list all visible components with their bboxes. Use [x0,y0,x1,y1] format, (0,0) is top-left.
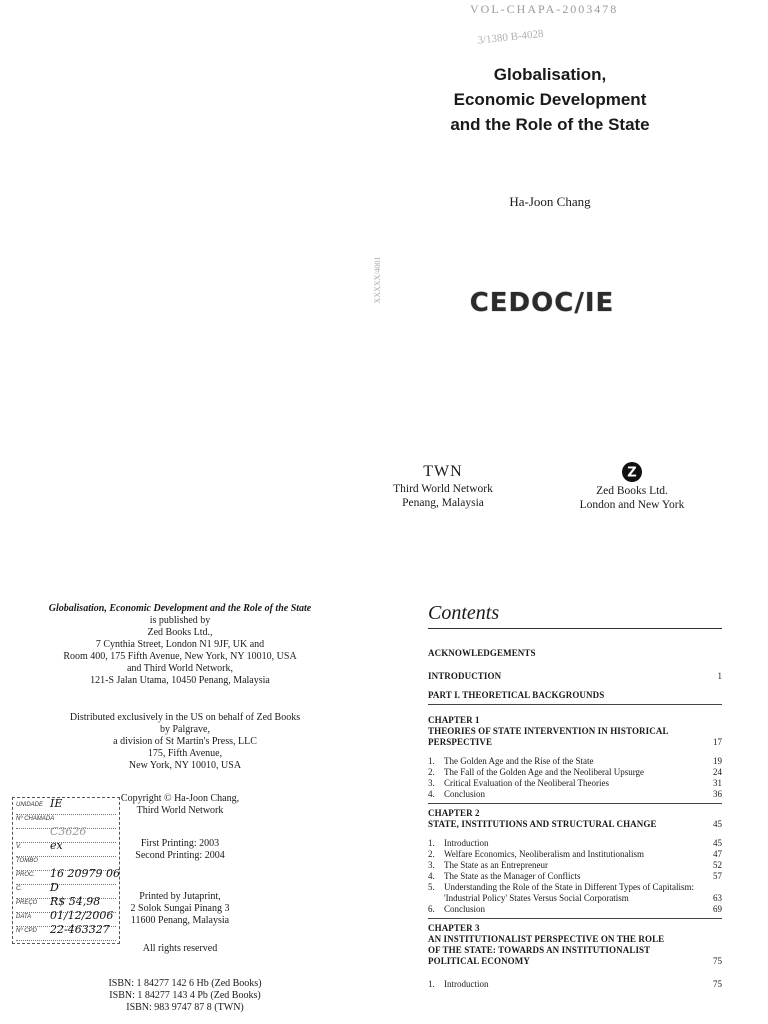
twn-code: TWN [423,463,463,480]
toc-chapter-title: THEORIES OF STATE INTERVENTION IN HISTORICAL PERSPECTIVE 17 [428,726,722,747]
toc-part-1-rule [428,704,722,705]
toc-item: 2. Welfare Economics, Neoliberalism and Institutionalism 47 [428,849,722,859]
card-row-cpd: Nº CPD 22-463327 [16,926,116,941]
isbn-line: ISBN: 1 84277 143 4 Pb (Zed Books) [109,990,261,1001]
cedoc-ie-logo: CEDOC/IE [469,288,615,318]
printer-line: Printed by Jutaprint, [139,891,221,902]
distribution-line: Distributed exclusively in the US on behalf of Zed Books [69,712,301,723]
side-stamp-text: XXXXX/4001 [373,256,382,304]
zed-place: London and New York [579,499,685,511]
toc-chapter-label: CHAPTER 1 [428,715,480,725]
toc-item: 1. The Golden Age and the Rise of the State 19 [428,756,722,766]
book-title-line-1: Globalisation, [493,65,607,84]
copyright-block [120,793,240,817]
toc-item: 1. Introduction 45 [428,838,722,848]
card-row-tombo: TOMBO [16,856,116,871]
toc-item: 4. The State as the Manager of Conflicts 57 [428,871,722,881]
printing-line: First Printing: 2003 [140,838,220,849]
toc-chapter-title: STATE, INSTITUTIONS AND STRUCTURAL CHANGE 45 [428,819,722,829]
twn-place: Penang, Malaysia [402,497,484,509]
toc-introduction: INTRODUCTION 1 [428,671,722,681]
printer-line: 2 Solok Sungai Pinang 3 [130,903,230,914]
card-row-data: DATA 01/12/2006 [16,912,116,927]
zed-publisher-block [560,462,704,512]
contents-heading: Contents [428,602,500,624]
toc-chapter-rule [428,918,722,919]
twn-publisher-block [376,462,510,510]
zed-name: Zed Books Ltd. [596,485,668,497]
copyright-line: Third World Network [136,805,224,816]
toc-chapter-title: AN INSTITUTIONALIST PERSPECTIVE ON THE ROLE OF THE STATE: TOWARDS AN INSTITUTIONALIST POLITICAL ECONOMY 75 [428,934,722,966]
toc-item: 2. The Fall of the Golden Age and the Neoliberal Upsurge 24 [428,767,722,777]
toc-part-1: PART I. THEORETICAL BACKGROUNDS [428,690,605,700]
imprint-line: Room 400, 175 Fifth Avenue, New York, NY 10010, USA [63,651,297,662]
toc-item: 4. Conclusion 36 [428,789,722,799]
zed-books-logo-icon [622,462,642,482]
toc-chapter-label: CHAPTER 2 [428,808,480,818]
printing-line: Second Printing: 2004 [135,850,225,861]
toc-item: 3. Critical Evaluation of the Neoliberal Theories 31 [428,778,722,788]
book-title-line-2: Economic Development [453,90,647,109]
card-row-unidade: UNIDADE IE [16,800,116,815]
printer-line: 11600 Penang, Malaysia [130,915,230,926]
author-name: Ha-Joon Chang [509,194,591,209]
contents-heading-rule [428,628,722,629]
distribution-line: by Palgrave, [160,724,210,735]
imprint-line: and Third World Network, [126,663,234,674]
printer-block [120,891,240,927]
printing-history [120,838,240,862]
card-row-proc: PROC. 16 20979 06 [16,870,116,885]
imprint-line: 121-S Jalan Utama, 10450 Penang, Malaysia [90,675,270,686]
twn-name: Third World Network [393,483,493,495]
distribution-line: New York, NY 10010, USA [128,760,242,771]
imprint-block [30,603,330,687]
library-stamp-handwritten: 3/1380 B-4028 [476,27,545,47]
toc-item: 5. Understanding the Role of the State in Different Types of Capitalism: 'Industrial Policy' States Versus Social Corporatism 63 [428,882,722,903]
isbn-line: ISBN: 1 84277 142 6 Hb (Zed Books) [108,978,262,989]
card-row-c: C. D [16,884,116,899]
card-row-call-number: C3626 [16,828,116,843]
rights-reserved: All rights reserved [142,943,218,954]
side-stamp [370,250,390,310]
imprint-line: Zed Books Ltd., [147,627,213,638]
card-row-chamada: Nº CHAMADA [16,814,116,829]
book-title-line-3: and the Role of the State [450,115,650,134]
distribution-line: a division of St Martin's Press, LLC [113,736,257,747]
isbn-line: ISBN: 983 9747 87 8 (TWN) [126,1002,244,1013]
card-row-preco: PREÇO R$ 54,98 [16,898,116,913]
library-catalog-card [12,797,120,944]
toc-item: 3. The State as an Entrepreneur 52 [428,860,722,870]
table-of-contents [428,648,722,990]
toc-chapter-rule [428,803,722,804]
distribution-block [40,712,330,772]
card-row-volume: V. ex [16,842,116,857]
imprint-line: 7 Cynthia Street, London N1 9JF, UK and [95,639,265,650]
toc-item: 6. Conclusion 69 [428,904,722,914]
library-stamp-top: VOL-CHAPA-2003478 [470,2,619,16]
toc-item: 1. Introduction 75 [428,979,722,989]
copyright-line: Copyright © Ha-Joon Chang, [120,793,240,804]
zed-icon-letter: Z [627,465,637,481]
distribution-line: 175, Fifth Avenue, [147,748,223,759]
book-title [420,62,680,137]
imprint-line: is published by [149,615,211,626]
imprint-book-title: Globalisation, Economic Development and the Role of the State [48,603,312,614]
toc-chapter-label: CHAPTER 3 [428,923,480,933]
isbn-block [90,978,280,1014]
toc-acknowledgements: ACKNOWLEDGEMENTS [428,648,536,658]
